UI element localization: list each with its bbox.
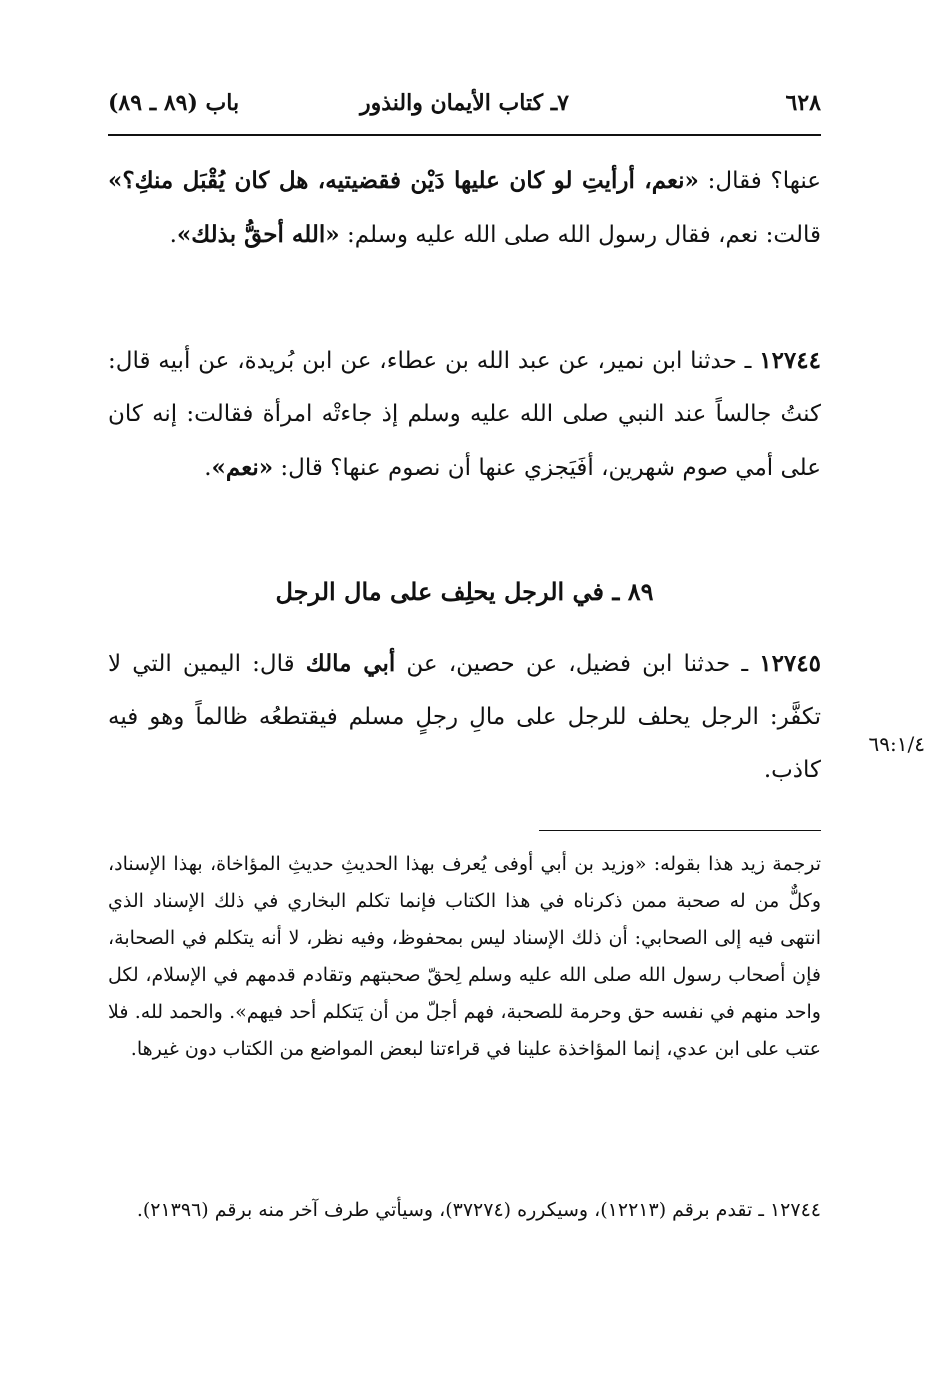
hadith-text-2: قال: اليمين التي لا تكفَّر: الرجل يحلف للرجل على مالِ رجلٍ مسلم فيقتطعُه ظالماً وهو فيه كاذب. [108,651,821,783]
margin-reference: ٦٩:١/٤ [868,732,925,756]
footnote-2: ١٢٧٤٤ ـ تقدم برقم (١٢٢١٣)، وسيكرره (٣٧٢٧٤)، وسيأتي طرف آخر منه برقم (٢١٣٩٦). [136,1199,821,1221]
running-header [108,88,821,128]
hadith-number: ١٢٧٤٥ [759,650,821,677]
para1-middle: قالت: نعم، فقال رسول الله صلى الله عليه وسلم: [339,222,821,248]
book-title: ٧ـ كتاب الأيمان والنذور [359,90,570,116]
hadith-text: ـ حدثنا ابن فضيل، عن حصين، عن [395,651,760,677]
chapter-label: باب (٨٩ ـ ٨٩) [108,90,240,116]
hadith-text: ـ حدثنا ابن نمير، عن عبد الله بن عطاء، عن ابن بُريدة، عن أبيه قال: كنتُ جالساً عند النبي صلى الله عليه وسلم إذ جاءتْه امرأة فقالت: إنه كان على أمي صوم شهرين، أفَيَجزي عنها أن نصوم عنها؟ قال: [108,348,821,481]
footnote-rule [539,830,821,831]
hadith-end: . [204,455,212,481]
section-heading: ٨٩ ـ في الرجل يحلِف على مال الرجل [275,577,654,606]
hadith-quote: «نعم» [211,454,274,481]
para1-quote-2: «الله أحقُّ بذلك» [176,221,340,248]
para1-end: . [169,222,177,248]
page-number: ٦٢٨ [785,90,821,116]
hadith-number: ١٢٧٤٤ [759,347,821,374]
footnote-1: ترجمة زيد هذا بقوله: «وزيد بن أبي أوفى يُعرف بهذا الحديثِ حديثِ المؤاخاة، بهذا الإسناد، وكلٌّ من له صحبة ممن ذكرناه في هذا الكتاب فإنما تكلم البخاري في ذلك الإسناد الذي انتهى فيه إلى الصحابي: أن ذلك الإسناد ليس بمحفوظ، وفيه نظر، لا أنه يتكلم في الصحابة، فإن أصحاب رسول الله صلى الله عليه وسلم لِحقّ صحبتهم وتقادم قدمهم في الإسلام، لكل واحد منهم في نفسه حق وحرمة للصحبة، فهم أجلّ من أن يَتكلم أحد فيهم». والحمد لله. فلا عتب على ابن عدي، إنما المؤاخذة علينا في قراءتنا لبعض المواضع من الكتاب دون غيرها. [108,853,821,1060]
hadith-12745 [108,637,821,797]
narrator-name: أبي مالك [305,650,396,677]
para1-intro: عنها؟ فقال: [698,168,822,194]
header-rule [108,134,821,136]
hadith-12744 [108,334,821,495]
paragraph-continuation [108,154,821,262]
para1-quote: «نعم، أرأيتِ لو كان عليها دَيْن فقضيتيه، هل كان يُقْبَل منكِ؟» [108,167,699,194]
